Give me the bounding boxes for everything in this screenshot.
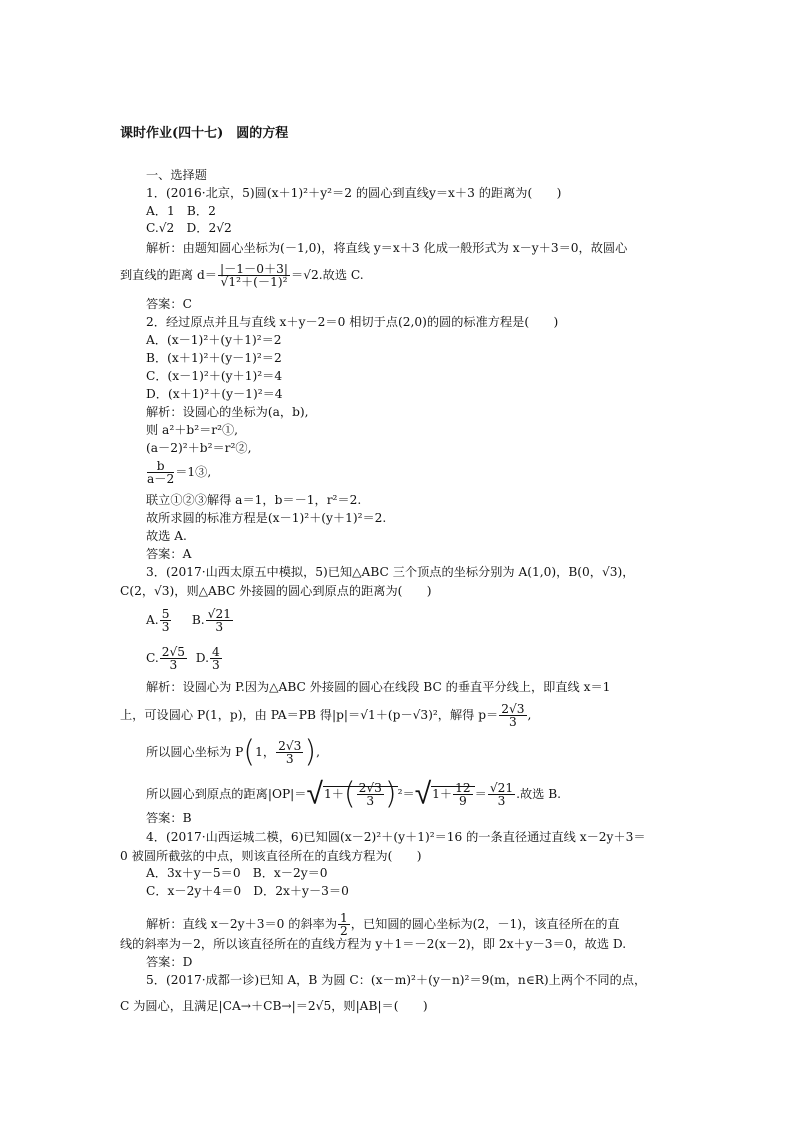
q4-stem-line2: 0 被圆所截弦的中点，则该直径所在的直线方程为( )	[120, 849, 422, 863]
q2-solution-line7: 故选 A.	[146, 529, 187, 543]
q4-solution-line1: 解析：直线 x－2y＋3＝0 的斜率为 $\frac{1}{2}$ ，已知圆的圆心坐标为(2，－1)，该直径所在的直	[146, 911, 620, 938]
q5-stem-line2: C 为圆心，且满足|CA→＋CB→|＝2√5，则|AB|＝( )	[120, 999, 428, 1013]
q4-options-cd: C．x－2y＋4＝0 D．2x＋y－3＝0	[146, 884, 349, 898]
q1-solution-line1: 解析：由题知圆心坐标为(－1,0)，将直线 y＝x＋3 化成一般形式为 x－y＋3＝0，故圆心	[146, 241, 628, 255]
q3-solution-line2: 上，可设圆心 P(1，p)，由 PA＝PB 得|p|＝√1＋(p－√3)²，解得 p＝ $\frac{2√3}{3}$ ,	[120, 702, 532, 729]
q2-solution-line4: $\frac{b}{a-2}$ ＝1③,	[147, 459, 212, 486]
q2-solution-line5: 联立①②③解得 a＝1，b＝－1，r²＝2.	[146, 493, 362, 507]
q4-stem-line1: 4．(2017·山西运城二模，6)已知圆(x－2)²＋(y＋1)²＝16 的一条直径通过直线 x－2y＋3＝	[146, 830, 646, 844]
q2-option-a: A．(x－1)²＋(y＋1)²＝2	[146, 333, 282, 347]
q3-options-ab: A. $\frac{5}{3}$ B. $\frac{√21}{3}$	[146, 607, 231, 634]
q3-stem-line2: C(2，√3)，则△ABC 外接圆的圆心到原点的距离为( )	[120, 584, 432, 598]
q3-answer: 答案：B	[146, 811, 192, 825]
q2-stem: 2．经过原点并且与直线 x＋y－2＝0 相切于点(2,0)的圆的标准方程是( )	[146, 315, 559, 329]
q1-options-ab: A．1 B．2	[146, 204, 216, 218]
q4-solution-line2: 线的斜率为－2，所以该直径所在的直线方程为 y＋1＝－2(x－2)，即 2x＋y－3＝0，故选 D.	[120, 937, 627, 951]
q2-answer: 答案：A	[146, 547, 192, 561]
q2-solution-line6: 故所求圆的标准方程是(x－1)²＋(y＋1)²＝2.	[146, 511, 387, 525]
q4-options-ab: A．3x＋y－5＝0 B．x－2y＝0	[146, 866, 328, 880]
q2-solution-line3: (a－2)²＋b²＝r²②,	[146, 441, 252, 455]
q3-stem-line1: 3．(2017·山西太原五中模拟，5)已知△ABC 三个顶点的坐标分别为 A(1,0)，B(0，√3)，	[146, 565, 635, 579]
page-title: 课时作业(四十七) 圆的方程	[120, 126, 289, 141]
solution-label: 解析：	[146, 241, 183, 255]
section-heading: 一、选择题	[146, 168, 207, 182]
q2-solution-line1: 解析：设圆心的坐标为(a，b),	[146, 405, 309, 419]
q1-options-cd: C.√2 D．2√2	[146, 221, 232, 235]
q4-answer: 答案：D	[146, 955, 193, 969]
q1-solution-line2: 到直线的距离 d＝ $\frac{|-1-0+3|}{\text{√1²＋(－1)²}}$ ＝√2.故选 C.	[120, 262, 364, 289]
q2-option-b: B．(x＋1)²＋(y－1)²＝2	[146, 351, 282, 365]
q5-stem-line1: 5．(2017·成都一诊)已知 A，B 为圆 C：(x－m)²＋(y－n)²＝9(m，n∈R)上两个不同的点，	[146, 973, 647, 987]
q3-solution-line4: 所以圆心到原点的距离|OP|＝√1＋( $\frac{2√3}{3}$ )²＝√1＋ $\frac{12}{9}$ ＝ $\frac{√21}{3}$ .故选 B.	[146, 776, 562, 812]
q3-solution-line1: 解析：设圆心为 P.因为△ABC 外接圆的圆心在线段 BC 的垂直平分线上，即直线 x＝1	[146, 680, 611, 694]
q2-solution-line2: 则 a²＋b²＝r²①,	[146, 423, 239, 437]
answer-label: 答案：	[146, 297, 183, 311]
q1-stem: 1．(2016·北京，5)圆(x＋1)²＋y²＝2 的圆心到直线y＝x＋3 的距离为( )	[146, 186, 562, 200]
q3-solution-line3: 所以圆心坐标为 P(1， $\frac{2√3}{3}$ ),	[146, 734, 320, 770]
q2-option-c: C．(x－1)²＋(y＋1)²＝4	[146, 369, 283, 383]
q3-options-cd: C. $\frac{2√5}{3}$ D. $\frac{4}{3}$	[146, 645, 220, 672]
q2-option-d: D．(x＋1)²＋(y－1)²＝4	[146, 387, 283, 401]
q1-answer: 答案：C	[146, 297, 192, 311]
